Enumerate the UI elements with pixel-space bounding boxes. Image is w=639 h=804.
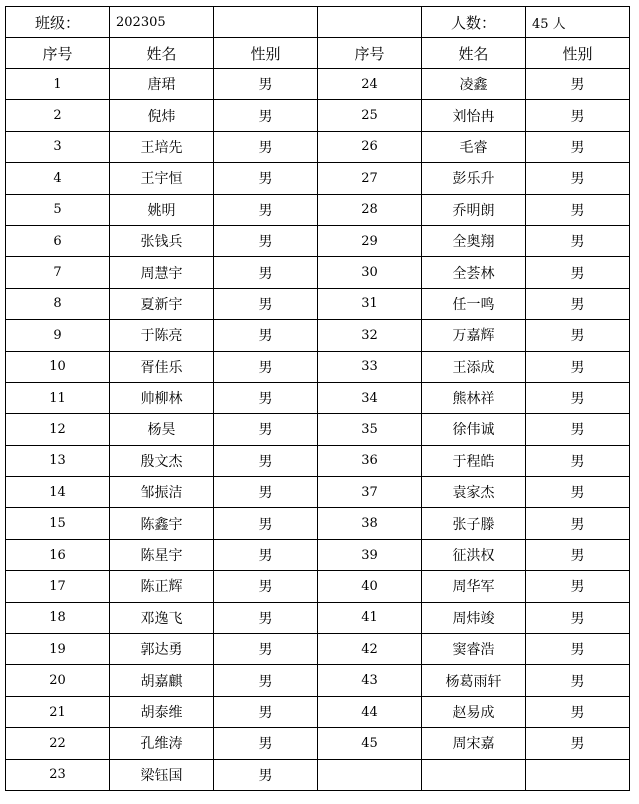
student-no: 40 (318, 571, 422, 602)
student-gender: 男 (526, 194, 630, 225)
student-gender: 男 (214, 69, 318, 100)
table-row (6, 257, 630, 288)
empty-cell (422, 759, 526, 790)
table-row (6, 508, 630, 539)
table-row (6, 414, 630, 445)
table-row (6, 634, 630, 665)
student-name: 熊林祥 (422, 382, 526, 413)
student-name: 陈正辉 (110, 571, 214, 602)
student-name: 张钱兵 (110, 225, 214, 256)
student-no: 22 (6, 728, 110, 759)
student-no: 26 (318, 131, 422, 162)
student-no: 4 (6, 163, 110, 194)
info-row (6, 7, 630, 38)
student-no: 29 (318, 225, 422, 256)
class-label: 班级： (6, 7, 110, 38)
table-row (6, 665, 630, 696)
student-no: 28 (318, 194, 422, 225)
student-no: 9 (6, 320, 110, 351)
table-row (6, 351, 630, 382)
student-gender: 男 (526, 320, 630, 351)
student-name: 孔维涛 (110, 728, 214, 759)
student-gender: 男 (214, 728, 318, 759)
table-row (6, 571, 630, 602)
student-no: 24 (318, 69, 422, 100)
student-gender: 男 (214, 696, 318, 727)
student-no: 7 (6, 257, 110, 288)
student-gender: 男 (214, 351, 318, 382)
table-row (6, 445, 630, 476)
student-name: 周华军 (422, 571, 526, 602)
student-name: 陈鑫宇 (110, 508, 214, 539)
table-row (6, 69, 630, 100)
table-row (6, 131, 630, 162)
student-gender: 男 (526, 602, 630, 633)
student-name: 夏新宇 (110, 288, 214, 319)
student-no: 44 (318, 696, 422, 727)
student-gender: 男 (526, 69, 630, 100)
roster-body (6, 7, 630, 791)
table-row (6, 100, 630, 131)
student-name: 乔明朗 (422, 194, 526, 225)
student-no: 20 (6, 665, 110, 696)
student-gender: 男 (526, 351, 630, 382)
student-gender: 男 (214, 320, 318, 351)
header-row (6, 38, 630, 69)
student-no: 21 (6, 696, 110, 727)
student-gender: 男 (526, 131, 630, 162)
student-name: 倪炜 (110, 100, 214, 131)
student-gender: 男 (526, 634, 630, 665)
student-name: 胡泰维 (110, 696, 214, 727)
table-row (6, 163, 630, 194)
student-gender: 男 (526, 257, 630, 288)
seq-header-left: 序号 (6, 38, 110, 69)
student-no: 42 (318, 634, 422, 665)
info-empty-cell (214, 7, 318, 38)
student-no: 34 (318, 382, 422, 413)
student-gender: 男 (526, 539, 630, 570)
student-name: 胡嘉麒 (110, 665, 214, 696)
student-name: 姚明 (110, 194, 214, 225)
student-name: 万嘉辉 (422, 320, 526, 351)
student-no: 15 (6, 508, 110, 539)
student-no: 27 (318, 163, 422, 194)
student-no: 13 (6, 445, 110, 476)
student-gender: 男 (526, 571, 630, 602)
student-name: 杨昊 (110, 414, 214, 445)
student-gender: 男 (214, 571, 318, 602)
table-row (6, 477, 630, 508)
student-no: 45 (318, 728, 422, 759)
seq-header-right: 序号 (318, 38, 422, 69)
count-value: 45 人 (526, 7, 630, 38)
info-empty-cell (318, 7, 422, 38)
student-name: 周炜竣 (422, 602, 526, 633)
count-label: 人数： (422, 7, 526, 38)
student-name: 于程皓 (422, 445, 526, 476)
name-header-left: 姓名 (110, 38, 214, 69)
student-gender: 男 (214, 382, 318, 413)
student-name: 王宇恒 (110, 163, 214, 194)
student-no: 18 (6, 602, 110, 633)
student-gender: 男 (526, 665, 630, 696)
student-no: 6 (6, 225, 110, 256)
student-no: 3 (6, 131, 110, 162)
student-name: 王添成 (422, 351, 526, 382)
student-name: 周慧宇 (110, 257, 214, 288)
table-row (6, 602, 630, 633)
student-gender: 男 (526, 288, 630, 319)
student-no: 8 (6, 288, 110, 319)
student-name: 梁钰国 (110, 759, 214, 790)
student-name: 全荟林 (422, 257, 526, 288)
student-gender: 男 (214, 288, 318, 319)
student-name: 张子滕 (422, 508, 526, 539)
table-row (6, 759, 630, 790)
student-name: 征洪权 (422, 539, 526, 570)
student-name: 毛睿 (422, 131, 526, 162)
student-name: 胥佳乐 (110, 351, 214, 382)
student-gender: 男 (526, 163, 630, 194)
student-gender: 男 (214, 225, 318, 256)
student-no: 10 (6, 351, 110, 382)
student-no: 39 (318, 539, 422, 570)
student-no: 23 (6, 759, 110, 790)
student-no: 25 (318, 100, 422, 131)
table-row (6, 225, 630, 256)
student-name: 袁家杰 (422, 477, 526, 508)
student-roster-table (5, 6, 630, 791)
empty-cell (526, 759, 630, 790)
student-name: 邹振洁 (110, 477, 214, 508)
student-name: 徐伟诚 (422, 414, 526, 445)
student-gender: 男 (214, 100, 318, 131)
student-no: 16 (6, 539, 110, 570)
empty-cell (318, 759, 422, 790)
student-name: 凌鑫 (422, 69, 526, 100)
student-no: 43 (318, 665, 422, 696)
student-no: 12 (6, 414, 110, 445)
student-gender: 男 (214, 508, 318, 539)
student-name: 窦睿浩 (422, 634, 526, 665)
student-gender: 男 (214, 163, 318, 194)
student-no: 2 (6, 100, 110, 131)
student-gender: 男 (214, 759, 318, 790)
student-no: 11 (6, 382, 110, 413)
student-name: 帅柳林 (110, 382, 214, 413)
student-name: 全奥翔 (422, 225, 526, 256)
student-name: 杨葛雨轩 (422, 665, 526, 696)
student-no: 33 (318, 351, 422, 382)
student-gender: 男 (214, 257, 318, 288)
student-no: 19 (6, 634, 110, 665)
student-name: 殷文杰 (110, 445, 214, 476)
student-gender: 男 (526, 100, 630, 131)
student-gender: 男 (526, 225, 630, 256)
student-gender: 男 (526, 477, 630, 508)
student-gender: 男 (526, 382, 630, 413)
student-gender: 男 (214, 414, 318, 445)
student-no: 30 (318, 257, 422, 288)
student-gender: 男 (214, 539, 318, 570)
student-no: 5 (6, 194, 110, 225)
student-gender: 男 (526, 696, 630, 727)
student-gender: 男 (214, 602, 318, 633)
student-gender: 男 (526, 508, 630, 539)
student-name: 唐珺 (110, 69, 214, 100)
gender-header-right: 性别 (526, 38, 630, 69)
student-name: 陈星宇 (110, 539, 214, 570)
student-no: 32 (318, 320, 422, 351)
student-gender: 男 (214, 665, 318, 696)
table-row (6, 539, 630, 570)
table-row (6, 728, 630, 759)
student-name: 郭达勇 (110, 634, 214, 665)
student-name: 周宋嘉 (422, 728, 526, 759)
table-row (6, 696, 630, 727)
student-no: 17 (6, 571, 110, 602)
name-header-right: 姓名 (422, 38, 526, 69)
student-name: 赵易成 (422, 696, 526, 727)
student-name: 邓逸飞 (110, 602, 214, 633)
student-gender: 男 (526, 414, 630, 445)
student-gender: 男 (214, 477, 318, 508)
table-row (6, 194, 630, 225)
student-no: 38 (318, 508, 422, 539)
student-name: 于陈亮 (110, 320, 214, 351)
student-gender: 男 (214, 634, 318, 665)
student-no: 41 (318, 602, 422, 633)
student-no: 31 (318, 288, 422, 319)
student-gender: 男 (214, 194, 318, 225)
student-gender: 男 (214, 445, 318, 476)
student-no: 14 (6, 477, 110, 508)
table-row (6, 382, 630, 413)
student-gender: 男 (526, 445, 630, 476)
student-no: 36 (318, 445, 422, 476)
student-gender: 男 (214, 131, 318, 162)
table-row (6, 288, 630, 319)
student-no: 37 (318, 477, 422, 508)
class-value: 202305 (110, 7, 214, 38)
student-name: 王培先 (110, 131, 214, 162)
student-name: 刘怡冉 (422, 100, 526, 131)
student-no: 35 (318, 414, 422, 445)
student-no: 1 (6, 69, 110, 100)
gender-header-left: 性别 (214, 38, 318, 69)
student-gender: 男 (526, 728, 630, 759)
student-name: 彭乐升 (422, 163, 526, 194)
student-name: 任一鸣 (422, 288, 526, 319)
table-row (6, 320, 630, 351)
